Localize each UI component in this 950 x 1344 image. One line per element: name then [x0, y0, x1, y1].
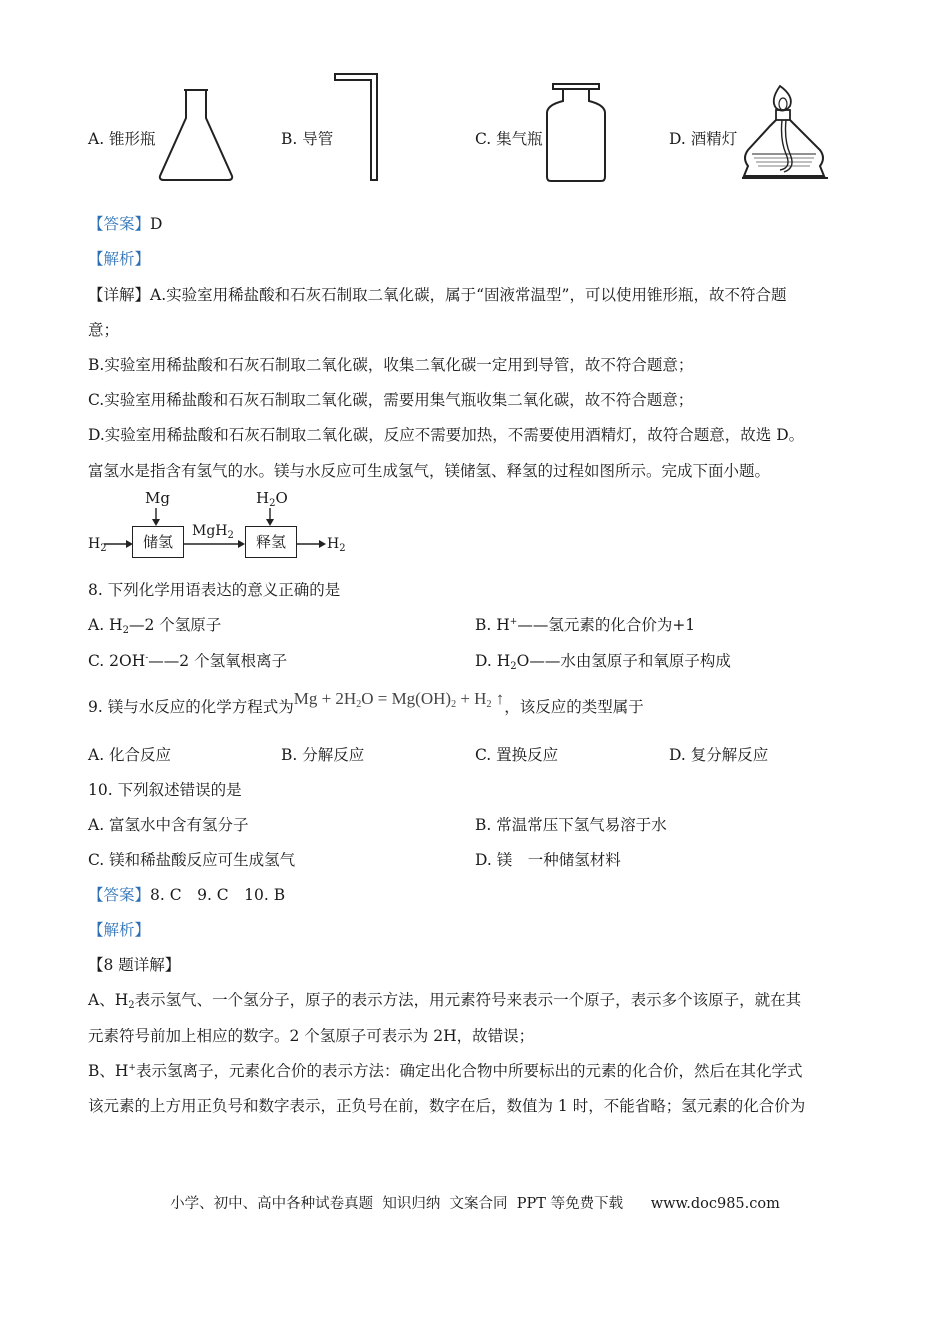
- answer-value: D: [150, 215, 163, 233]
- diagram-h2o-label: $H_2O$: [256, 489, 288, 509]
- q8-option-b: B. H+——氢元素的化合价为+1: [475, 616, 696, 634]
- q8-option-a: A. $H_2—2$ 个氢原子: [88, 616, 222, 636]
- answer-tag: 【答案】: [88, 886, 151, 904]
- intro-text: 富氢水是指含有氢气的水。镁与水反应可生成氢气，镁储氢、释氢的过程如图所示。完成下面小题。: [88, 462, 771, 480]
- detail-line-3: C.实验室用稀盐酸和石灰石制取二氧化碳，需要用集气瓶收集二氧化碳，故不符合题意；: [88, 391, 694, 409]
- analysis-tag-2: 【解析】: [88, 921, 151, 939]
- detail8-tag: 【8 题详解】: [88, 956, 181, 974]
- answer-tag: 【答案】: [88, 215, 151, 233]
- arrow-down-icon: [150, 508, 162, 528]
- detail8-line-b2: 该元素的上方用正负号和数字表示，正负号在前，数字在后，数值为 1 时，不能省略；氢元素的化合价为: [88, 1097, 806, 1115]
- option-b-label: B. 导管: [281, 130, 334, 148]
- gas-jar-image: [545, 83, 607, 183]
- detail8-line-a1: A、$H_2$表示氢气、一个氢分子，原子的表示方法，用元素符号来表示一个原子，表示多个该原子，就在其: [88, 991, 802, 1011]
- q9-option-b: B. 分解反应: [281, 746, 365, 764]
- detail-text: A.实验室用稀盐酸和石灰石制取二氧化碳，属于“固液常温型”，可以使用锥形瓶，故不符合题: [150, 286, 787, 304]
- detail-tag: 【详解】: [88, 286, 151, 304]
- arrow-right-icon: [184, 534, 246, 554]
- alcohol-lamp-image: [740, 80, 830, 184]
- page-footer: 小学、初中、高中各种试卷真题 知识归纳 文案合同 PPT 等免费下载 www.doc985.com: [170, 1196, 780, 1212]
- diagram-h2-left: $H_2$: [88, 536, 107, 554]
- diagram-h2-right: $H_2$: [327, 536, 346, 554]
- arrow-right-icon: [104, 534, 134, 554]
- q10-option-d: D. 镁 一种储氢材料: [475, 851, 621, 869]
- arrow-right-icon: [297, 534, 327, 554]
- q10-option-c: C. 镁和稀盐酸反应可生成氢气: [88, 851, 296, 869]
- q10-option-a: A. 富氢水中含有氢分子: [88, 816, 249, 834]
- arrow-down-icon: [264, 508, 276, 528]
- q8-option-c: C. 2OH-——2 个氢氧根离子: [88, 652, 288, 670]
- diagram-mg-label: Mg: [145, 489, 170, 507]
- answer-value: 8. C 9. C 10. B: [150, 886, 286, 904]
- detail-line-2: B.实验室用稀盐酸和石灰石制取二氧化碳，收集二氧化碳一定用到导管，故不符合题意；: [88, 356, 694, 374]
- chemical-equation: $Mg + 2H_2O = Mg(OH)_2 + H_2$ ↑: [293, 689, 505, 710]
- detail-line-1b: 意；: [88, 321, 120, 339]
- option-c-label: C. 集气瓶: [475, 130, 543, 148]
- detail-line-4: D.实验室用稀盐酸和石灰石制取二氧化碳，反应不需要加热，不需要使用酒精灯，故符合题意，故选 D。: [88, 426, 805, 444]
- detail8-line-a2: 元素符号前加上相应的数字。2 个氢原子可表示为 2H，故错误；: [88, 1027, 535, 1045]
- q8-stem: 8. 下列化学用语表达的意义正确的是: [88, 581, 341, 599]
- detail-line-1: [88, 283, 787, 305]
- q9-option-a: A. 化合反应: [88, 746, 172, 764]
- detail8-line-b1: B、H+表示氢离子，元素化合价的表示方法：确定出化合物中所要标出的元素的化合价，然后在其化学式: [88, 1062, 803, 1080]
- answer-line-1: [88, 212, 162, 234]
- q9-option-d: D. 复分解反应: [669, 746, 769, 764]
- q8-option-d: D. $H_2O——$水由氢原子和氧原子构成: [475, 652, 731, 672]
- answer-line-2: [88, 883, 285, 905]
- diagram-mgh2-label: MgH$_2$: [192, 523, 234, 541]
- conical-flask-image: [158, 88, 234, 182]
- bent-tube-image: [333, 72, 381, 184]
- q9-option-c: C. 置换反应: [475, 746, 559, 764]
- option-a-label: A. 锥形瓶: [88, 130, 156, 148]
- diagram-box-release: 释氢: [245, 526, 297, 558]
- q10-option-b: B. 常温常压下氢气易溶于水: [475, 816, 667, 834]
- diagram-box-storage: 储氢: [132, 526, 184, 558]
- option-d-label: D. 酒精灯: [669, 130, 738, 148]
- q10-stem: 10. 下列叙述错误的是: [88, 781, 242, 799]
- q9-stem: 9. 镁与水反应的化学方程式为$Mg + 2H_2O = Mg(OH)_2 + H_2$ ↑，该反应的类型属于: [88, 689, 644, 716]
- analysis-tag-1: 【解析】: [88, 250, 151, 268]
